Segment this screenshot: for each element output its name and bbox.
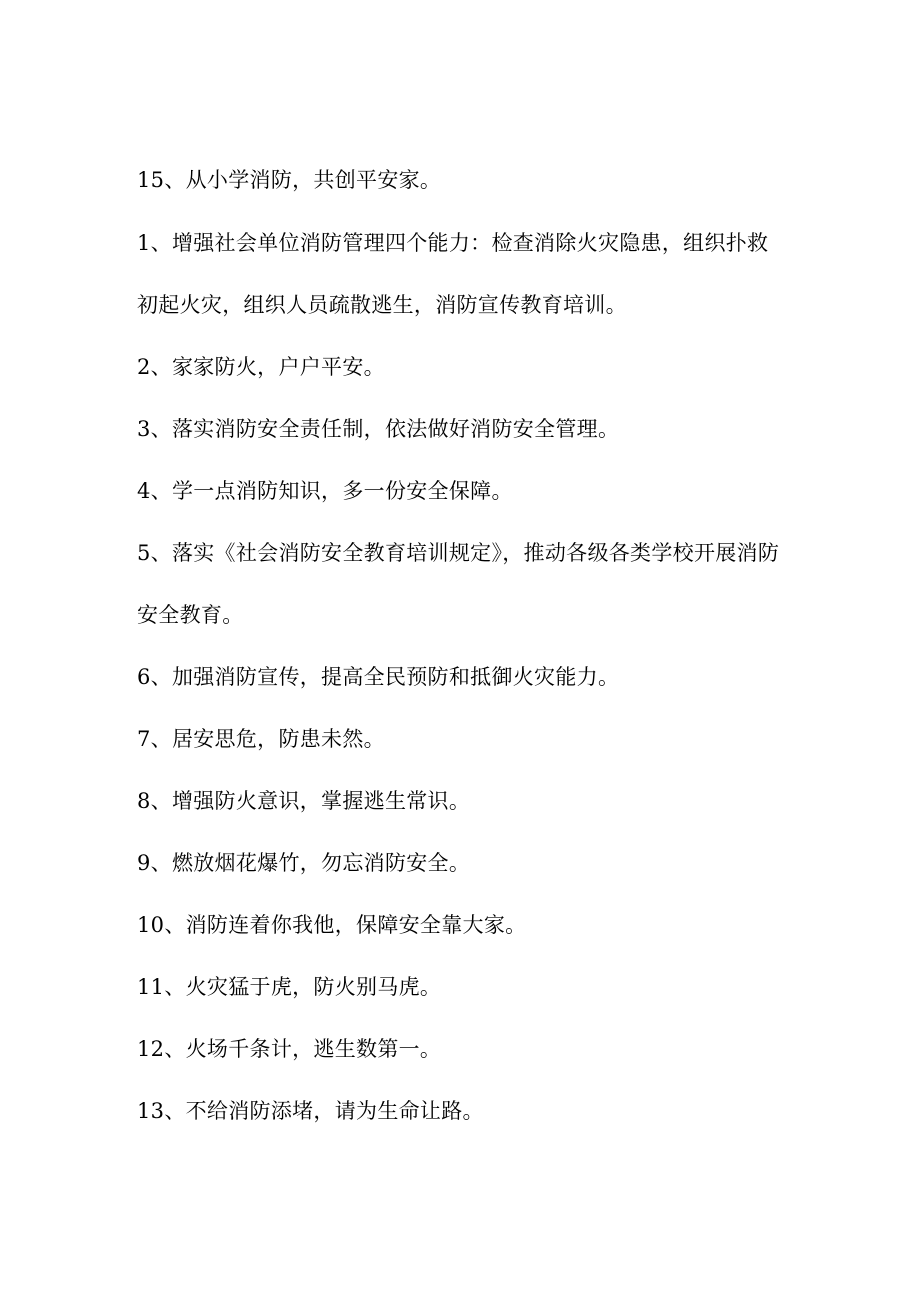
slogan-line-4: 4、学一点消防知识，多一份安全保障。 bbox=[137, 479, 513, 503]
slogan-line-9: 9、燃放烟花爆竹，勿忘消防安全。 bbox=[137, 851, 471, 875]
slogan-line-11: 11、火灾猛于虎，防火别马虎。 bbox=[137, 975, 442, 999]
slogan-line-12: 12、火场千条计，逃生数第一。 bbox=[137, 1037, 442, 1061]
slogan-line-6: 6、加强消防宣传，提高全民预防和抵御火灾能力。 bbox=[137, 665, 620, 689]
slogan-line-7: 7、居安思危，防患未然。 bbox=[137, 727, 385, 751]
slogan-line-1: 1、增强社会单位消防管理四个能力：检查消除火灾隐患，组织扑救初起火灾，组织人员疏散逃生，消防宣传教育培训。 bbox=[137, 231, 769, 317]
slogan-line-15: 15、从小学消防，共创平安家。 bbox=[137, 168, 442, 192]
slogan-line-13: 13、不给消防添堵，请为生命让路。 bbox=[137, 1099, 484, 1123]
slogan-line-10: 10、消防连着你我他，保障安全靠大家。 bbox=[137, 913, 527, 937]
slogan-line-2: 2、家家防火，户户平安。 bbox=[137, 355, 385, 379]
document-body bbox=[137, 160, 787, 1142]
slogan-line-5: 5、落实《社会消防安全教育培训规定》，推动各级各类学校开展消防安全教育。 bbox=[137, 541, 780, 627]
slogan-line-3: 3、落实消防安全责任制，依法做好消防安全管理。 bbox=[137, 417, 620, 441]
slogan-line-8: 8、增强防火意识，掌握逃生常识。 bbox=[137, 789, 471, 813]
